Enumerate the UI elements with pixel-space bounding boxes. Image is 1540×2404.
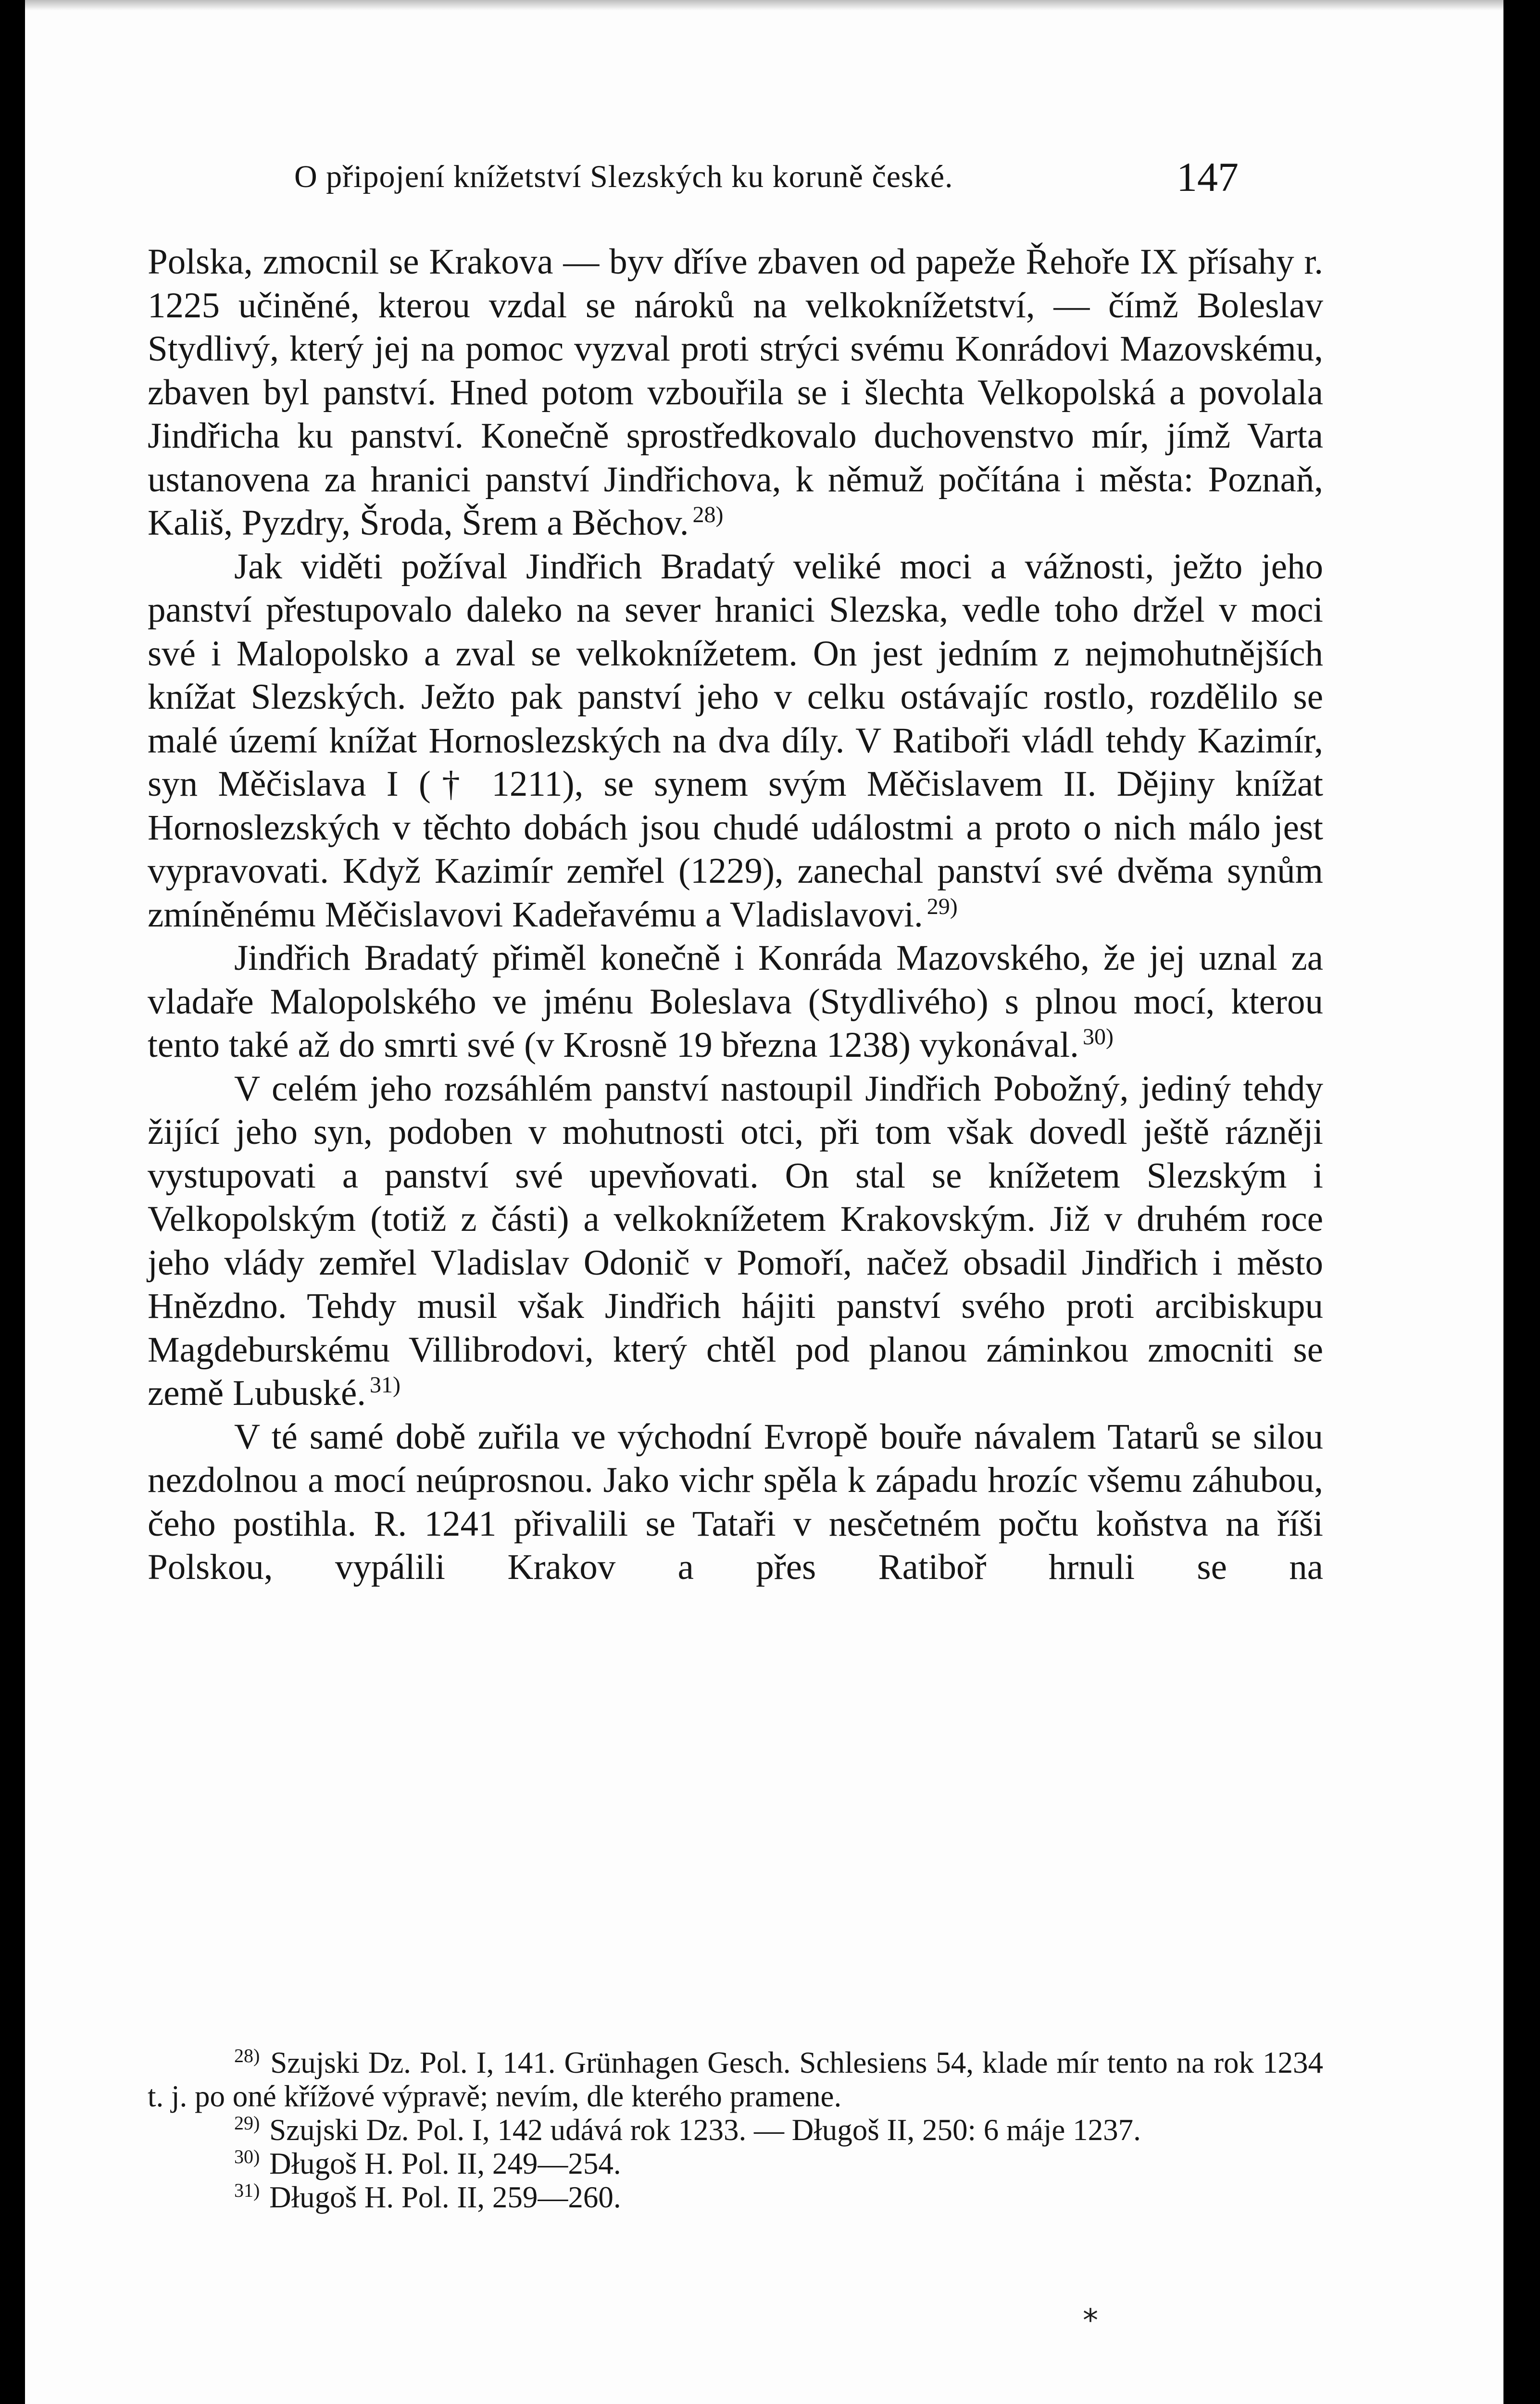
footnote-text: Długoš H. Pol. II, 249—254. <box>269 2147 621 2180</box>
paragraph-text: V celém jeho rozsáhlém panství nastoupil Jindřich Pobožný, jediný tehdy žijící jeho syn, podoben v mohutnosti otci, při tom však dovedl ještě rázněji vystupovati a panství své upevňovati. On stal se knížetem Slezským i Velkopolským (totiž z části) a velkoknížetem Krakovským. Již v druhém roce jeho vlády zemřel Vladislav Odonič v Pomoří, načež obsadil Jindřich i město Hnězdno. Tehdy musil však Jindřich hájiti panství svého proti arcibiskupu Magdeburskému Villibrodovi, který chtěl pod planou záminkou zmocniti se země Lubuské. <box>148 1068 1323 1413</box>
footnote-text: Długoš H. Pol. II, 259—260. <box>269 2180 621 2214</box>
footnote-reference: 31) <box>370 1372 401 1398</box>
paragraph <box>148 937 1323 1067</box>
footnote <box>148 2046 1323 2113</box>
footnote-reference: 30) <box>1082 1024 1114 1050</box>
signature-asterisk: * <box>1083 2303 1098 2339</box>
footnote <box>148 2113 1323 2147</box>
footnote-text: Szujski Dz. Pol. I, 142 udává rok 1233. — Długoš II, 250: 6 máje 1237. <box>269 2113 1141 2147</box>
footnote-reference: 28) <box>692 502 724 527</box>
footnote-mark: 28) <box>234 2045 260 2066</box>
scan-edge <box>25 0 1503 11</box>
footnote-mark: 31) <box>234 2179 260 2201</box>
footnote-text: Szujski Dz. Pol. I, 141. Grünhagen Gesch. Schlesiens 54, klade mír tento na rok 1234 t. j. po oné křížové výpravě; nevím, dle kterého pramene. <box>148 2046 1323 2113</box>
footnote <box>148 2180 1323 2214</box>
footnote <box>148 2147 1323 2180</box>
paragraph <box>148 1415 1323 1590</box>
footnote-reference: 29) <box>927 893 958 919</box>
footnote-mark: 29) <box>234 2112 260 2134</box>
footnotes <box>148 2046 1323 2214</box>
paragraph <box>148 1067 1323 1415</box>
page-number: 147 <box>1177 154 1239 200</box>
running-title: O připojení knížetství Slezských ku koruně české. <box>294 159 953 194</box>
paragraph-text: V té samé době zuřila ve východní Evropě bouře návalem Tatarů se silou nezdolnou a mocí neúprosnou. Jako vichr spěla k západu hrozíc všemu záhubou, čeho postihla. R. 1241 přivalili se Tataři v nesčetném počtu koňstva na říši Polskou, vypálili Krakov a přes Ratiboř hrnuli se na <box>148 1416 1323 1587</box>
body-text <box>148 240 1323 1590</box>
footnote-mark: 30) <box>234 2146 260 2167</box>
paragraph <box>148 545 1323 937</box>
paragraph-text: Polska, zmocnil se Krakova — byv dříve zbaven od papeže Řehoře IX přísahy r. 1225 učiněné, kterou vzdal se nároků na velkoknížetství, — čímž Boleslav Stydlivý, který jej na pomoc vyzval proti strýci svému Konrádovi Mazovskému, zbaven byl panství. Hned potom vzbouřila se i šlechta Velkopolská a povolala Jindřicha ku panství. Konečně sprostředkovalo duchovenstvo mír, jímž Varta ustanovena za hranici panství Jindřichova, k němuž počítána i města: Poznaň, Kališ, Pyzdry, Šroda, Šrem a Běchov. <box>148 242 1323 543</box>
paragraph <box>148 240 1323 545</box>
paragraph-text: Jak viděti požíval Jindřich Bradatý veliké moci a vážnosti, ježto jeho panství přestupovalo daleko na sever hranici Slezska, vedle toho držel v moci své i Malopolsko a zval se velkoknížetem. On jest jedním z nejmohutnějších knížat Slezských. Ježto pak panství jeho v celku ostávajíc rostlo, rozdělilo se malé území knížat Hornoslezských na dva díly. V Ratiboři vládl tehdy Kazimír, syn Měčislava I († 1211), se synem svým Měčislavem II. Dějiny knížat Hornoslezských v těchto dobách jsou chudé událostmi a proto o nich málo jest vypravovati. Když Kazimír zemřel (1229), zanechal panství své dvěma synům zmíněnému Měčislavovi Kadeřavému a Vladislavovi. <box>148 546 1323 935</box>
paragraph-text: Jindřich Bradatý přiměl konečně i Konráda Mazovského, že jej uznal za vladaře Malopolského ve jménu Boleslava (Stydlivého) s plnou mocí, kterou tento také až do smrti své (v Krosně 19 března 1238) vykonával. <box>148 938 1323 1065</box>
scanned-page <box>25 0 1503 2404</box>
